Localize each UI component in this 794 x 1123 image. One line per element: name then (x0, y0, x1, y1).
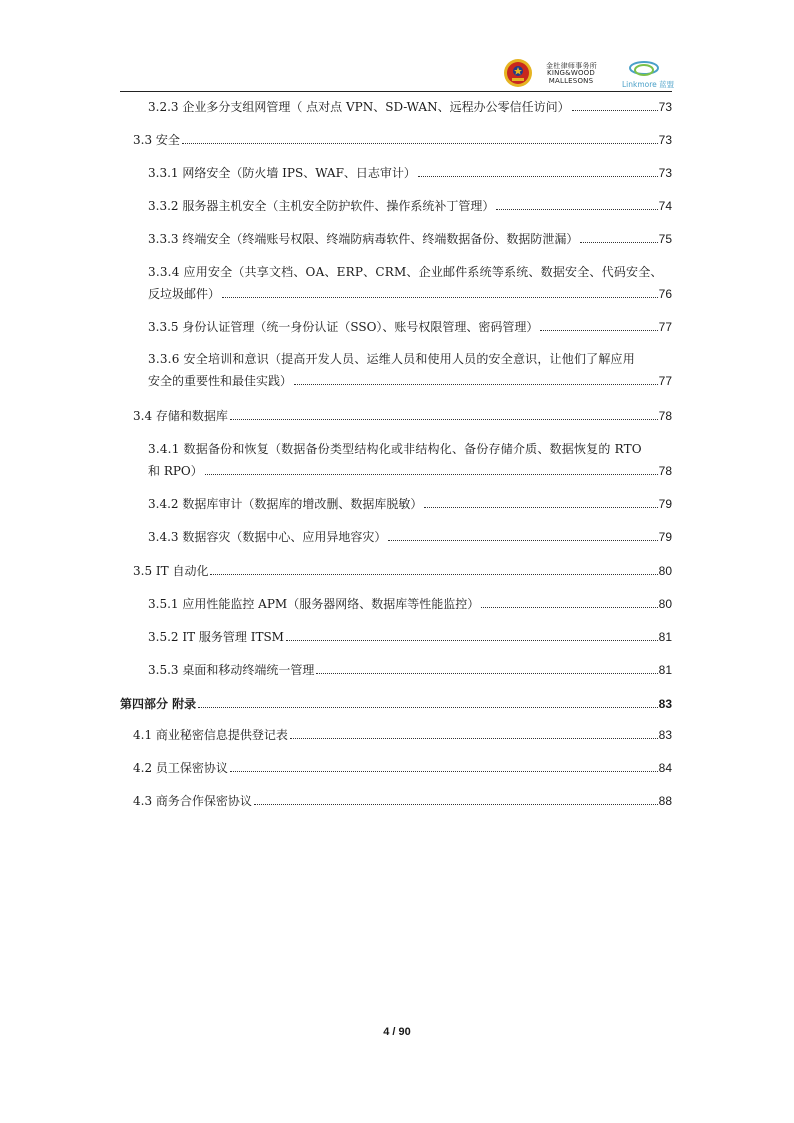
toc-entry[interactable] (133, 565, 672, 578)
brand-name: Linkmore 蓝盟 (622, 80, 675, 89)
toc-entry[interactable] (148, 598, 672, 611)
dot-leader (182, 142, 658, 144)
header-divider (120, 91, 672, 92)
toc-entry-title: 3.5 IT 自动化 (133, 564, 209, 578)
toc-entry-title: 3.3.1 网络安全（防火墙 IPS、WAF、日志审计） (148, 166, 416, 180)
toc-entry-title: 和 RPO） (148, 464, 203, 478)
toc-entry-title: 3.4.3 数据容灾（数据中心、应用异地容灾） (148, 530, 387, 544)
dot-leader (230, 418, 658, 420)
toc-page-number: 73 (658, 100, 672, 114)
dot-leader (294, 383, 658, 385)
toc-page-number: 79 (658, 497, 672, 511)
dot-leader (540, 329, 657, 331)
toc-entry-title: 第四部分 附录 (120, 697, 197, 711)
toc-page-number: 77 (658, 320, 672, 334)
toc-page-number: 80 (658, 564, 672, 578)
toc-entry[interactable] (120, 698, 672, 711)
dot-leader (388, 539, 657, 541)
firm-name-en-1: KING&WOOD (547, 69, 595, 77)
page-number: 4 / 90 (383, 1026, 411, 1038)
toc-entry[interactable] (148, 233, 672, 246)
toc-entry[interactable] (133, 762, 672, 775)
toc-page-number: 78 (658, 409, 672, 423)
police-emblem-icon (503, 58, 533, 88)
toc-entry[interactable] (148, 353, 672, 388)
toc-entry-title: 3.5.1 应用性能监控 APM（服务器网络、数据库等性能监控） (148, 597, 480, 611)
toc-entry-title: 安全的重要性和最佳实践） (148, 374, 293, 388)
toc-page-number: 76 (658, 287, 672, 301)
dot-leader (481, 606, 657, 608)
dot-leader (580, 241, 657, 243)
toc-page-number: 83 (658, 728, 672, 742)
toc-entry[interactable] (133, 795, 672, 808)
toc-entry-title: 3.2.3 企业多分支组网管理（ 点对点 VPN、SD-WAN、远程办公零信任访问） (148, 100, 570, 114)
toc-entry-title: 3.3.2 服务器主机安全（主机安全防护软件、操作系统补丁管理） (148, 199, 495, 213)
kwm-logo (546, 62, 596, 85)
toc-entry[interactable] (148, 266, 672, 301)
toc-entry[interactable] (133, 410, 672, 423)
toc-entry-title-line: 3.3.4 应用安全（共享文档、OA、ERP、CRM、企业邮件系统等系统、数据安全、代码安全、 (148, 265, 663, 279)
toc-entry-title: 3.5.3 桌面和移动终端统一管理 (148, 663, 315, 677)
toc-entry-title-line: 3.4.1 数据备份和恢复（数据备份类型结构化或非结构化、备份存储介质、数据恢复的 RTO (148, 442, 642, 456)
toc-page-number: 84 (658, 761, 672, 775)
toc-page-number: 73 (658, 166, 672, 180)
toc-entry-title: 3.3 安全 (133, 133, 180, 147)
toc-entry[interactable] (148, 664, 672, 677)
toc-page-number: 78 (658, 464, 672, 478)
dot-leader (424, 506, 657, 508)
toc-entry-title: 3.4.2 数据库审计（数据库的增改删、数据库脱敏） (148, 497, 423, 511)
toc-page-number: 75 (658, 232, 672, 246)
dot-leader (205, 473, 658, 475)
toc-page-number: 74 (658, 199, 672, 213)
toc-entry[interactable] (148, 101, 672, 114)
toc-entry-title: 3.5.2 IT 服务管理 ITSM (148, 630, 284, 644)
toc-entry-title: 4.2 员工保密协议 (133, 761, 228, 775)
toc-entry[interactable] (148, 321, 672, 334)
firm-name-en-2: MALLESONS (548, 76, 594, 85)
toc-entry-title: 反垃圾邮件） (148, 287, 221, 301)
firm-name-cn: 金杜律师事务所 (546, 62, 598, 70)
toc-entry[interactable] (148, 443, 672, 478)
dot-leader (222, 296, 658, 298)
toc-page-number: 79 (658, 530, 672, 544)
dot-leader (254, 803, 658, 805)
dot-leader (286, 639, 658, 641)
page-header (0, 0, 794, 92)
toc-entry[interactable] (148, 200, 672, 213)
toc-page-number: 83 (658, 697, 672, 711)
toc-page-number: 88 (658, 794, 672, 808)
toc-entry-title-line: 3.3.6 安全培训和意识（提高开发人员、运维人员和使用人员的安全意识，让他们了解应用 (148, 352, 635, 366)
toc-entry-title: 3.3.3 终端安全（终端账号权限、终端防病毒软件、终端数据备份、数据防泄漏） (148, 232, 579, 246)
dot-leader (496, 208, 657, 210)
dot-leader (316, 672, 657, 674)
dot-leader (290, 737, 658, 739)
dot-leader (198, 706, 657, 708)
toc-entry-title: 4.3 商务合作保密协议 (133, 794, 252, 808)
toc-entry-title: 3.3.5 身份认证管理（统一身份认证（SSO）、账号权限管理、密码管理） (148, 320, 539, 334)
toc-entry[interactable] (148, 167, 672, 180)
dot-leader (210, 573, 657, 575)
toc-entry[interactable] (148, 631, 672, 644)
toc-entry[interactable] (148, 531, 672, 544)
toc-page-number: 81 (658, 630, 672, 644)
dot-leader (572, 109, 658, 111)
toc-entry[interactable] (148, 498, 672, 511)
dot-leader (418, 175, 658, 177)
toc-entry-title: 4.1 商业秘密信息提供登记表 (133, 728, 288, 742)
toc-entry-title: 3.4 存储和数据库 (133, 409, 228, 423)
toc-page-number: 81 (658, 663, 672, 677)
toc-entry[interactable] (133, 134, 672, 147)
toc-page-number: 80 (658, 597, 672, 611)
dot-leader (230, 770, 658, 772)
toc-entry[interactable] (133, 729, 672, 742)
toc-page-number: 73 (658, 133, 672, 147)
toc-page-number: 77 (658, 374, 672, 388)
